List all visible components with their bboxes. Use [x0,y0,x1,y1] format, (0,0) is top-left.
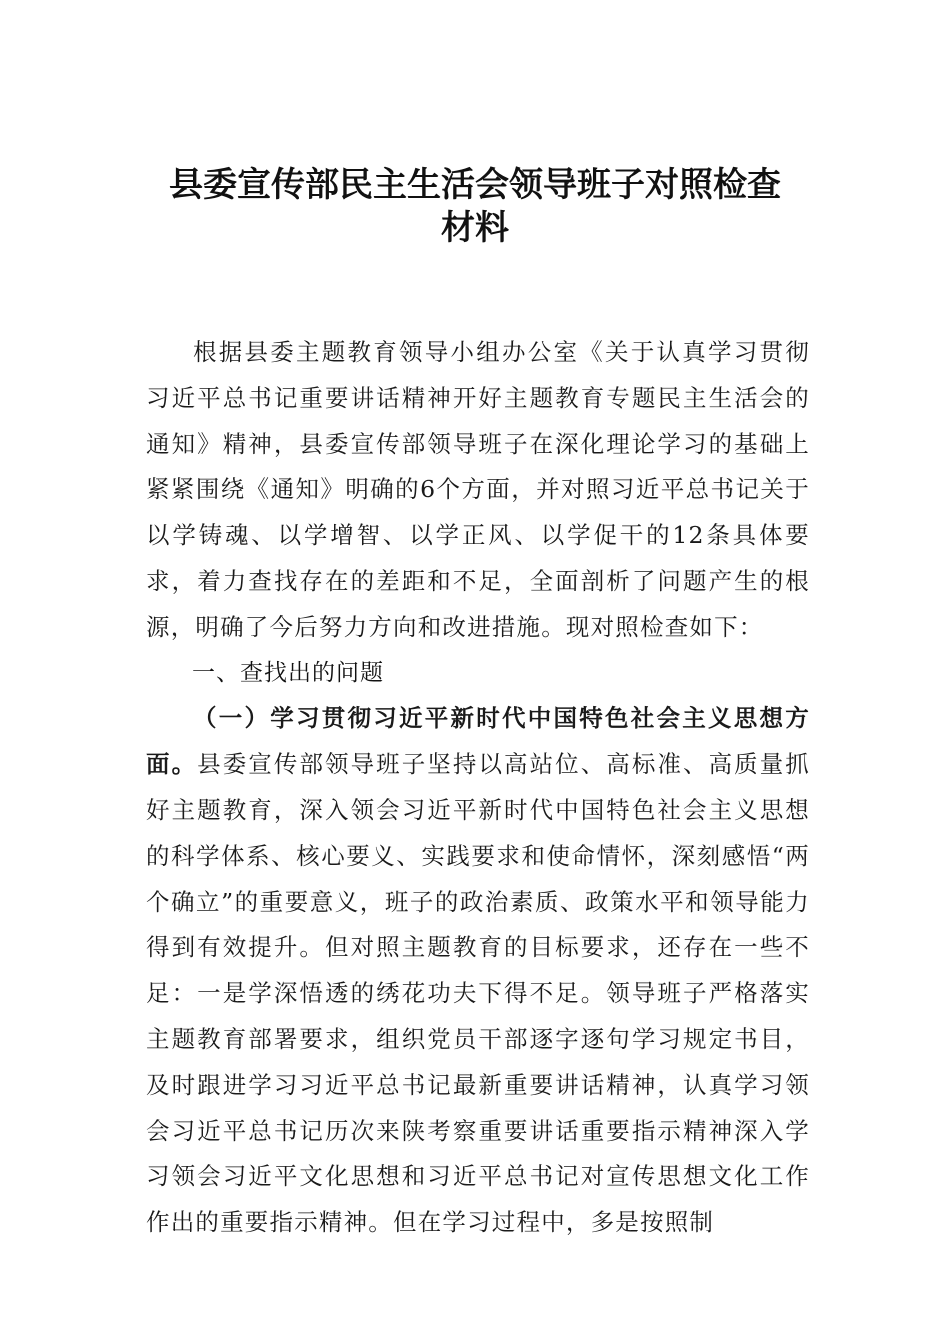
section-heading: 一、查找出的问题 [192,659,384,686]
document-title-line1: 县委宣传部民主生活会领导班子对照检查 [169,165,781,205]
subsection-lead: （一）学习贯彻习近平新时代中国特色社会主义思想方面。 [146,704,810,779]
document-title-line2: 材料 [441,208,509,248]
subsection-text: 县委宣传部领导班子坚持以高站位、高标准、高质量抓好主题教育，深入领会习近平新时代中国特色社会主义思想的科学体系、核心要义、实践要求和使命情怀，深刻感悟“两个确立”的重要意义，班子的政治素质、政策水平和领导能力得到有效提升。但对照主题教育的目标要求，还存在一些不足：一是学深悟透的绣花功夫下得不足。领导班子严格落实主题教育部署要求，组织党员干部逐字逐句学习规定书目，及时跟进学习习近平总书记最新重要讲话精神，认真学习领会习近平总书记历次来陕考察重要讲话重要指示精神深入学习领会习近平文化思想和习近平总书记对宣传思想文化工作作出的重要指示精神。但在学习过程中，多是按照制 [146,750,810,1237]
document-body [146,330,810,1246]
subsection-paragraph [146,696,810,1246]
intro-paragraph: 根据县委主题教育领导小组办公室《关于认真学习贯彻习近平总书记重要讲话精神开好主题教育专题民主生活会的通知》精神，县委宣传部领导班子在深化理论学习的基础上紧紧围绕《通知》明确的6个方面，并对照习近平总书记关于以学铸魂、以学增智、以学正风、以学促干的12条具体要求，着力查找存在的差距和不足，全面剖析了问题产生的根源，明确了今后努力方向和改进措施。现对照检查如下： [146,338,810,641]
